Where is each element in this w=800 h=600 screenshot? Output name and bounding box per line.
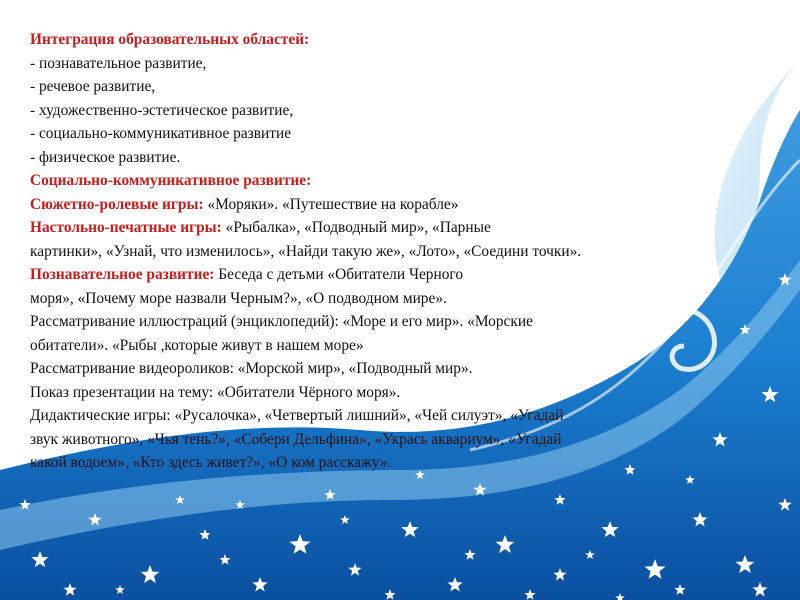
cognitive-label: Познавательное развитие: xyxy=(30,266,215,283)
area-item: - художественно-эстетическое развитие, xyxy=(30,101,294,119)
cognitive-line xyxy=(30,263,770,287)
text-line: звук животного», «Чья тень?», «Собери Дельфина», «Укрась аквариум», «Угадай xyxy=(30,430,562,448)
text-line: Дидактические игры: «Русалочка», «Четвертый лишний», «Чей силуэт», «Угадай xyxy=(30,407,564,424)
area-item: - познавательное развитие, xyxy=(30,54,207,72)
area-item: - речевое развитие, xyxy=(30,78,156,95)
cognitive-text: Беседа с детьми «Обитатели Черного xyxy=(214,266,464,283)
slide-text xyxy=(30,28,770,475)
text-line: Рассматривание иллюстраций (энциклопедий): «Море и его мир». «Морские xyxy=(30,313,533,330)
text-line: какой водоем», «Кто здесь живет?», «О ком расскажу». xyxy=(30,454,392,471)
board-games-text: «Рыбалка», «Подводный мир», «Парные xyxy=(221,219,491,236)
social-heading: Социально-коммуникативное развитие: xyxy=(30,172,312,189)
board-games-label: Настольно-печатные игры: xyxy=(30,219,222,236)
text-line: обитатели». «Рыбы ,которые живут в нашем море» xyxy=(30,336,364,354)
board-games-line-2: картинки», «Узнай, что изменилось», «Найди такую же», «Лото», «Соедини точки». xyxy=(30,242,582,260)
role-games-text: «Моряки». «Путешествие на корабле» xyxy=(203,195,459,213)
text-line: Рассматривание видеороликов: «Морской мир», «Подводный мир». xyxy=(30,360,473,377)
board-games-line xyxy=(30,216,770,240)
integration-heading: Интеграция образовательных областей: xyxy=(30,31,310,48)
role-games-line xyxy=(30,193,770,217)
text-line: моря», «Почему море назвали Черным?», «О подводном мире». xyxy=(30,289,447,307)
text-line: Показ презентации на тему: «Обитатели Чёрного моря». xyxy=(30,383,401,401)
role-games-label: Сюжетно-ролевые игры: xyxy=(30,195,204,213)
area-item: - физическое развитие. xyxy=(30,148,181,166)
area-item: - социально-коммуникативное развитие xyxy=(30,125,292,142)
